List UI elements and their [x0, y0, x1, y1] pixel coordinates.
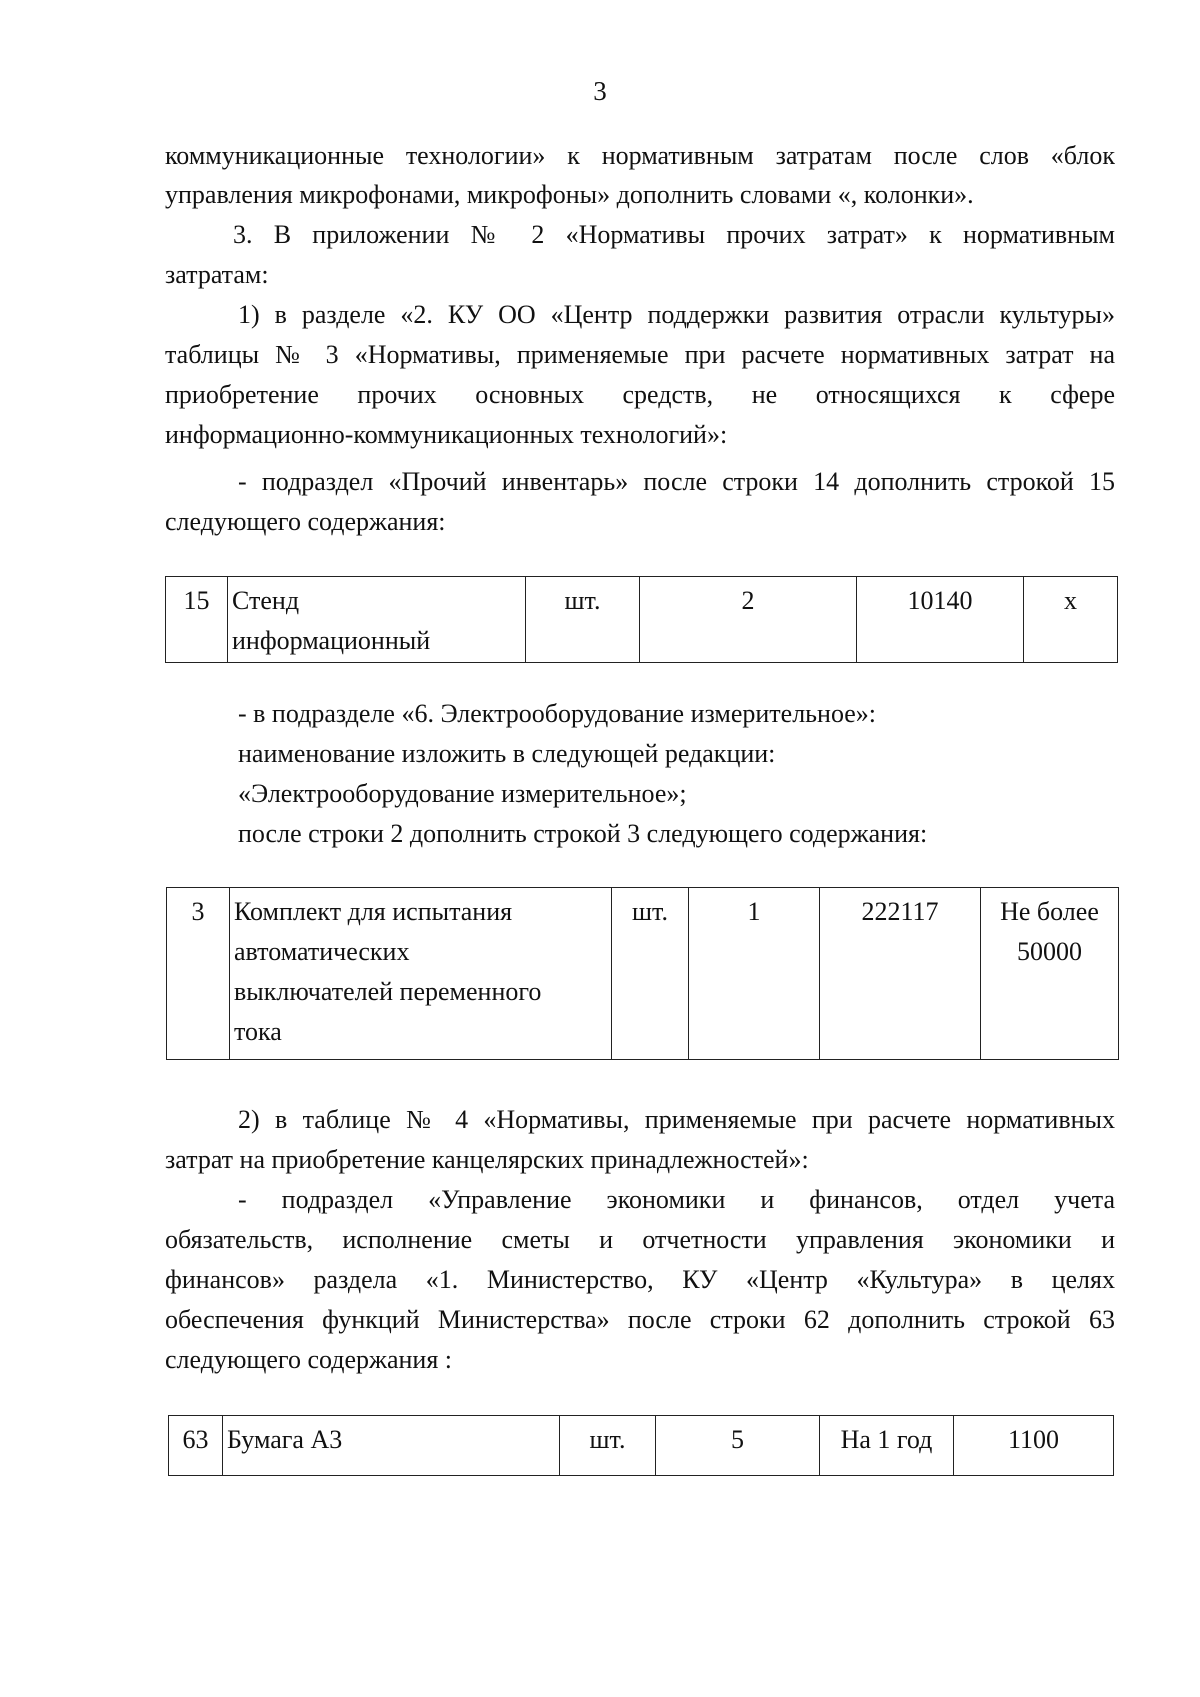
table-row-15: [165, 576, 1118, 663]
cell-unit: шт.: [560, 1416, 656, 1476]
text-line: наименование изложить в следующей редакции:: [238, 739, 776, 768]
cell-price: 222117: [820, 888, 981, 1060]
text-line: информационно-коммуникационных технологий»:: [165, 420, 728, 449]
text-line: управления микрофонами, микрофоны» дополнить словами «, колонки».: [165, 180, 974, 209]
text-line: приобретение прочих основных средств, не относящихся к сфере: [165, 380, 1115, 409]
cell-name: Стенд информационный: [228, 577, 526, 663]
text-line: коммуникационные технологии» к нормативным затратам после слов «блок: [165, 141, 1115, 170]
cell-row-number: 15: [166, 577, 228, 663]
cell-quantity: 5: [656, 1416, 820, 1476]
cell-limit: Не более 50000: [981, 888, 1119, 1060]
text-line: 3. В приложении № 2 «Нормативы прочих затрат» к нормативным: [233, 220, 1115, 249]
text-line: следующего содержания:: [165, 507, 446, 536]
cell-row-number: 3: [167, 888, 230, 1060]
cell-period: На 1 год: [820, 1416, 954, 1476]
cell-quantity: 1: [689, 888, 820, 1060]
text-line: 1) в разделе «2. КУ ОО «Центр поддержки развития отрасли культуры»: [238, 300, 1115, 329]
text-line: обеспечения функций Министерства» после строки 62 дополнить строкой 63: [165, 1305, 1115, 1334]
cell-limit: х: [1024, 577, 1118, 663]
cell-unit: шт.: [526, 577, 640, 663]
text-line: «Электрооборудование измерительное»;: [238, 779, 687, 808]
text-line: затрат на приобретение канцелярских принадлежностей»:: [165, 1145, 809, 1174]
text-line: - в подразделе «6. Электрооборудование измерительное»:: [238, 699, 877, 728]
text-line: таблицы № 3 «Нормативы, применяемые при расчете нормативных затрат на: [165, 340, 1115, 369]
text-line: 2) в таблице № 4 «Нормативы, применяемые при расчете нормативных: [238, 1105, 1115, 1134]
cell-row-number: 63: [169, 1416, 223, 1476]
cell-price: 10140: [857, 577, 1024, 663]
text-line: обязательств, исполнение сметы и отчетности управления экономики и: [165, 1225, 1115, 1254]
text-line: - подраздел «Управление экономики и финансов, отдел учета: [238, 1185, 1115, 1214]
table-row-3: [166, 887, 1119, 1060]
text-line: - подраздел «Прочий инвентарь» после строки 14 дополнить строкой 15: [238, 467, 1115, 496]
cell-price: 1100: [954, 1416, 1114, 1476]
cell-name: Комплект для испытания автоматических выключателей переменного тока: [230, 888, 612, 1060]
text-line: после строки 2 дополнить строкой 3 следующего содержания:: [238, 819, 928, 848]
text-line: финансов» раздела «1. Министерство, КУ «Центр «Культура» в целях: [165, 1265, 1115, 1294]
cell-unit: шт.: [612, 888, 689, 1060]
text-line: затратам:: [165, 260, 269, 289]
table-row-63: [168, 1415, 1114, 1476]
cell-quantity: 2: [640, 577, 857, 663]
cell-name: Бумага А3: [223, 1416, 560, 1476]
text-line: следующего содержания :: [165, 1345, 453, 1374]
page-number: 3: [593, 76, 607, 106]
